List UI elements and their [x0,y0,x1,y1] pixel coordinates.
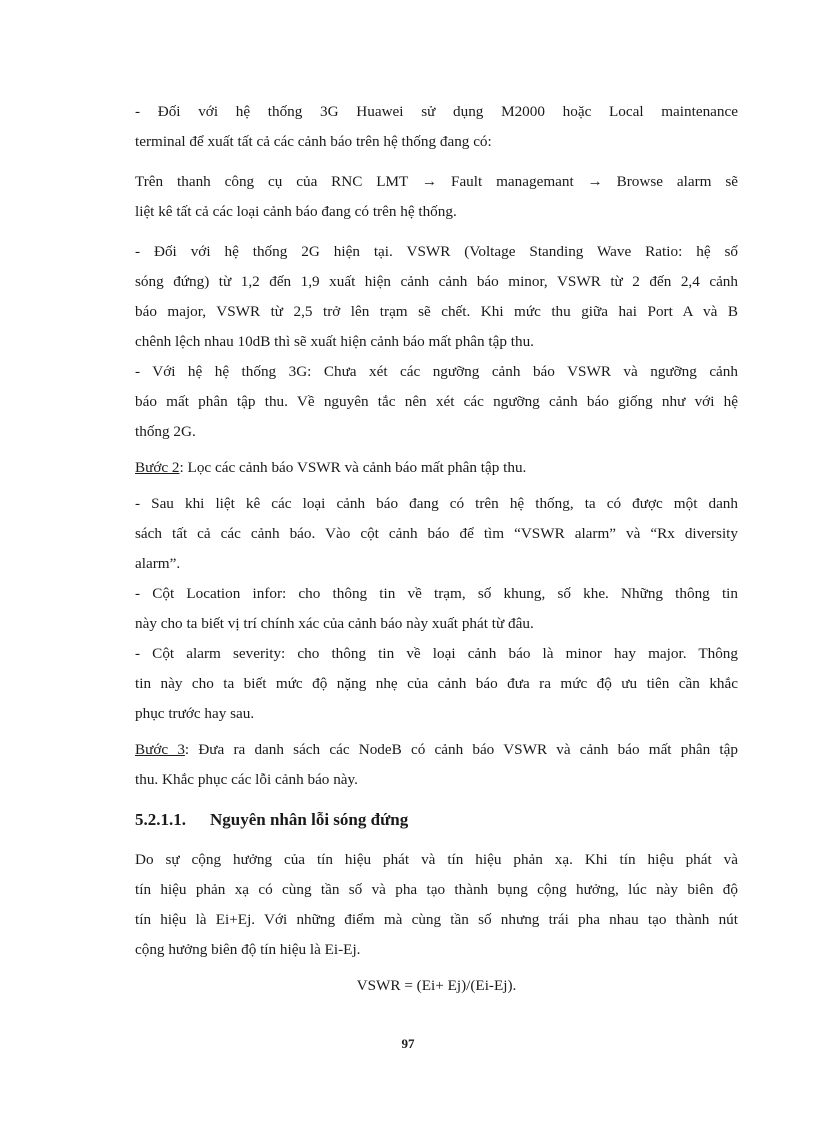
text-line: terminal để xuất tất cả các cảnh báo trên hệ thống đang có: [135,133,492,150]
bullet-paragraph-list-alarms [135,489,738,579]
text-line: - Với hệ hệ thống 3G: Chưa xét các ngưỡng cảnh báo VSWR và ngưỡng cảnh [135,363,738,380]
paragraph-rnc-lmt [135,167,738,227]
section-title: Nguyên nhân lỗi sóng đứng [210,810,409,829]
text-line: tín hiệu là Ei+Ej. Với những điểm mà cùng tần số nhưng trái pha nhau tạo thành nút [135,911,738,928]
step-3-paragraph [135,735,738,795]
bullet-paragraph-huawei-3g [135,97,738,157]
text-line [135,735,738,765]
page-number: 97 [401,1036,415,1051]
text-line: tín hiệu phản xạ có cùng tần số và pha tạo thành bụng cộng hưởng, lúc này biên độ [135,881,738,898]
vswr-formula: VSWR = (Ei+ Ej)/(Ei-Ej). [356,977,517,994]
text-line: tin này cho ta biết mức độ nặng nhẹ của cảnh báo đưa ra mức độ ưu tiên cần khắc [135,675,738,692]
step-text: : Đưa ra danh sách các NodeB có cảnh báo VSWR và cảnh báo mất phân tập [184,741,738,758]
text-line: phục trước hay sau. [135,705,255,722]
text-line: liệt kê tất cả các loại cảnh báo đang có trên hệ thống. [135,203,457,220]
text-line: Do sự cộng hưởng của tín hiệu phát và tín hiệu phản xạ. Khi tín hiệu phát và [135,851,738,868]
text-line: thu. Khắc phục các lỗi cảnh báo này. [135,771,358,788]
text-line [135,453,738,483]
text-line: báo major, VSWR từ 2,5 trở lên trạm sẽ chết. Khi mức thu giữa hai Port A và B [135,303,738,320]
bullet-paragraph-severity [135,639,738,729]
text-line: - Sau khi liệt kê các loại cảnh báo đang có trên hệ thống, ta có được một danh [135,495,738,512]
text-line: này cho ta biết vị trí chính xác của cảnh báo này xuất phát từ đâu. [135,615,534,632]
text-line: thống 2G. [135,423,196,440]
text-line: Trên thanh công cụ của RNC LMT → Fault managemant → Browse alarm sẽ [135,173,738,190]
text-line: - Đối với hệ thống 3G Huawei sử dụng M2000 hoặc Local maintenance [135,103,738,120]
section-number: 5.2.1.1. [135,810,186,829]
text-line: báo mất phân tập thu. Về nguyên tắc nên xét các ngưỡng cảnh báo giống như với hệ [135,393,738,410]
text-line: sóng đứng) từ 1,2 đến 1,9 xuất hiện cảnh cảnh báo minor, VSWR từ 2 đến 2,4 cảnh [135,273,738,290]
step-label: Bước 2 [135,459,180,476]
text-line: sách tất cả các cảnh báo. Vào cột cảnh báo để tìm “VSWR alarm” và “Rx diversity [135,525,738,542]
text-line: chênh lệch nhau 10dB thì sẽ xuất hiện cảnh báo mất phân tập thu. [135,333,534,350]
step-label: Bước 3 [135,741,185,758]
text-line: - Cột alarm severity: cho thông tin về loại cảnh báo là minor hay major. Thông [135,645,738,662]
bullet-paragraph-3g [135,357,738,447]
paragraph-standing-wave [135,845,738,965]
text-line: - Cột Location infor: cho thông tin về trạm, số khung, số khe. Những thông tin [135,585,738,602]
section-heading [135,805,738,835]
text-line: - Đối với hệ thống 2G hiện tại. VSWR (Voltage Standing Wave Ratio: hệ số [135,243,738,260]
step-2-paragraph [135,453,738,483]
text-line: alarm”. [135,555,181,572]
bullet-paragraph-2g [135,237,738,357]
bullet-paragraph-location [135,579,738,639]
step-text: : Lọc các cảnh báo VSWR và cảnh báo mất phân tập thu. [179,459,527,476]
text-line: cộng hưởng biên độ tín hiệu là Ei-Ej. [135,941,361,958]
